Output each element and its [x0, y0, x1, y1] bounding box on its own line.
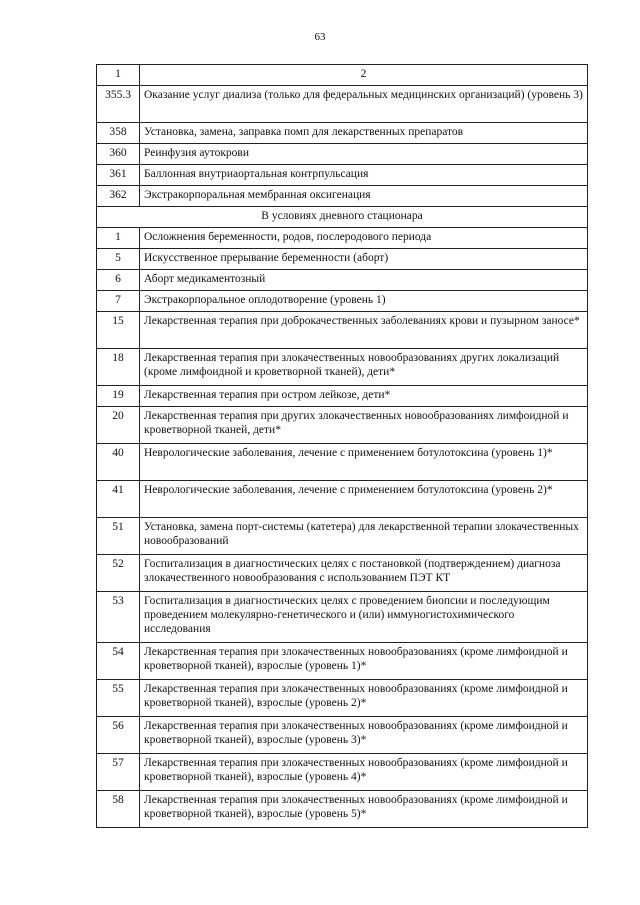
row-text: Неврологические заболевания, лечение с применением ботулотоксина (уровень 1)* [140, 444, 588, 481]
table-row [97, 186, 588, 207]
table-row [97, 680, 588, 717]
table-row [97, 270, 588, 291]
row-text: Экстракорпоральное оплодотворение (уровень 1) [140, 291, 588, 312]
row-text: Лекарственная терапия при злокачественных новообразованиях (кроме лимфоидной и кроветворной тканей), взрослые (уровень 4)* [140, 754, 588, 791]
row-text: Лекарственная терапия при доброкачественных заболеваниях крови и пузырном заносе* [140, 312, 588, 349]
row-text: Госпитализация в диагностических целях с постановкой (подтверждением) диагноза злокачественного новообразования с использованием ПЭТ КТ [140, 555, 588, 592]
row-text: Лекарственная терапия при злокачественных новообразованиях (кроме лимфоидной и кроветворной тканей), взрослые (уровень 3)* [140, 717, 588, 754]
row-text: Оказание услуг диализа (только для федеральных медицинских организаций) (уровень 3) [140, 86, 588, 123]
row-number: 362 [97, 186, 140, 207]
row-number: 5 [97, 249, 140, 270]
row-text: Неврологические заболевания, лечение с применением ботулотоксина (уровень 2)* [140, 481, 588, 518]
row-text: Установка, замена порт-системы (катетера) для лекарственной терапии злокачественных новообразований [140, 518, 588, 555]
table-row [97, 555, 588, 592]
row-number: 18 [97, 349, 140, 386]
row-number: 56 [97, 717, 140, 754]
table-row [97, 754, 588, 791]
row-number: 53 [97, 592, 140, 643]
row-number: 51 [97, 518, 140, 555]
row-text: Лекарственная терапия при злокачественных новообразованиях (кроме лимфоидной и кроветворной тканей), взрослые (уровень 1)* [140, 643, 588, 680]
table-header-row [97, 65, 588, 86]
table-row [97, 312, 588, 349]
row-text: Госпитализация в диагностических целях с проведением биопсии и последующим проведением молекулярно-генетического и (или) иммуногистохимического исследования [140, 592, 588, 643]
table-row [97, 717, 588, 754]
table-row [97, 249, 588, 270]
table-row [97, 144, 588, 165]
row-number: 6 [97, 270, 140, 291]
row-text: Реинфузия аутокрови [140, 144, 588, 165]
row-text: Искусственное прерывание беременности (аборт) [140, 249, 588, 270]
row-text: Лекарственная терапия при остром лейкозе, дети* [140, 386, 588, 407]
section-title: В условиях дневного стационара [97, 207, 588, 228]
row-number: 55 [97, 680, 140, 717]
row-number: 57 [97, 754, 140, 791]
table-row [97, 518, 588, 555]
table-row [97, 123, 588, 144]
page-number: 63 [314, 31, 326, 43]
row-number: 52 [97, 555, 140, 592]
table-row [97, 407, 588, 444]
table-row [97, 228, 588, 249]
row-text: Осложнения беременности, родов, послеродового периода [140, 228, 588, 249]
row-number: 54 [97, 643, 140, 680]
row-text: Лекарственная терапия при злокачественных новообразованиях других локализаций (кроме лимфоидной и кроветворной тканей), дети* [140, 349, 588, 386]
row-number: 15 [97, 312, 140, 349]
row-text: Лекарственная терапия при других злокачественных новообразованиях лимфоидной и кроветворной тканей, дети* [140, 407, 588, 444]
table-row [97, 791, 588, 828]
row-number: 41 [97, 481, 140, 518]
table-row [97, 165, 588, 186]
table-row [97, 86, 588, 123]
header-cell-name: 2 [140, 65, 588, 86]
row-number: 1 [97, 228, 140, 249]
row-text: Лекарственная терапия при злокачественных новообразованиях (кроме лимфоидной и кроветворной тканей), взрослые (уровень 2)* [140, 680, 588, 717]
row-number: 58 [97, 791, 140, 828]
row-number: 40 [97, 444, 140, 481]
services-table [96, 64, 588, 828]
row-number: 7 [97, 291, 140, 312]
table-row [97, 643, 588, 680]
header-cell-number: 1 [97, 65, 140, 86]
row-number: 355.3 [97, 86, 140, 123]
row-number: 361 [97, 165, 140, 186]
row-text: Установка, замена, заправка помп для лекарственных препаратов [140, 123, 588, 144]
row-text: Аборт медикаментозный [140, 270, 588, 291]
table-row [97, 386, 588, 407]
row-number: 20 [97, 407, 140, 444]
row-text: Лекарственная терапия при злокачественных новообразованиях (кроме лимфоидной и кроветворной тканей), взрослые (уровень 5)* [140, 791, 588, 828]
section-header-row [97, 207, 588, 228]
table-row [97, 481, 588, 518]
row-number: 360 [97, 144, 140, 165]
row-text: Экстракорпоральная мембранная оксигенация [140, 186, 588, 207]
table-row [97, 291, 588, 312]
row-number: 358 [97, 123, 140, 144]
row-text: Баллонная внутриаортальная контрпульсация [140, 165, 588, 186]
row-number: 19 [97, 386, 140, 407]
table-row [97, 592, 588, 643]
table-row [97, 444, 588, 481]
table-row [97, 349, 588, 386]
